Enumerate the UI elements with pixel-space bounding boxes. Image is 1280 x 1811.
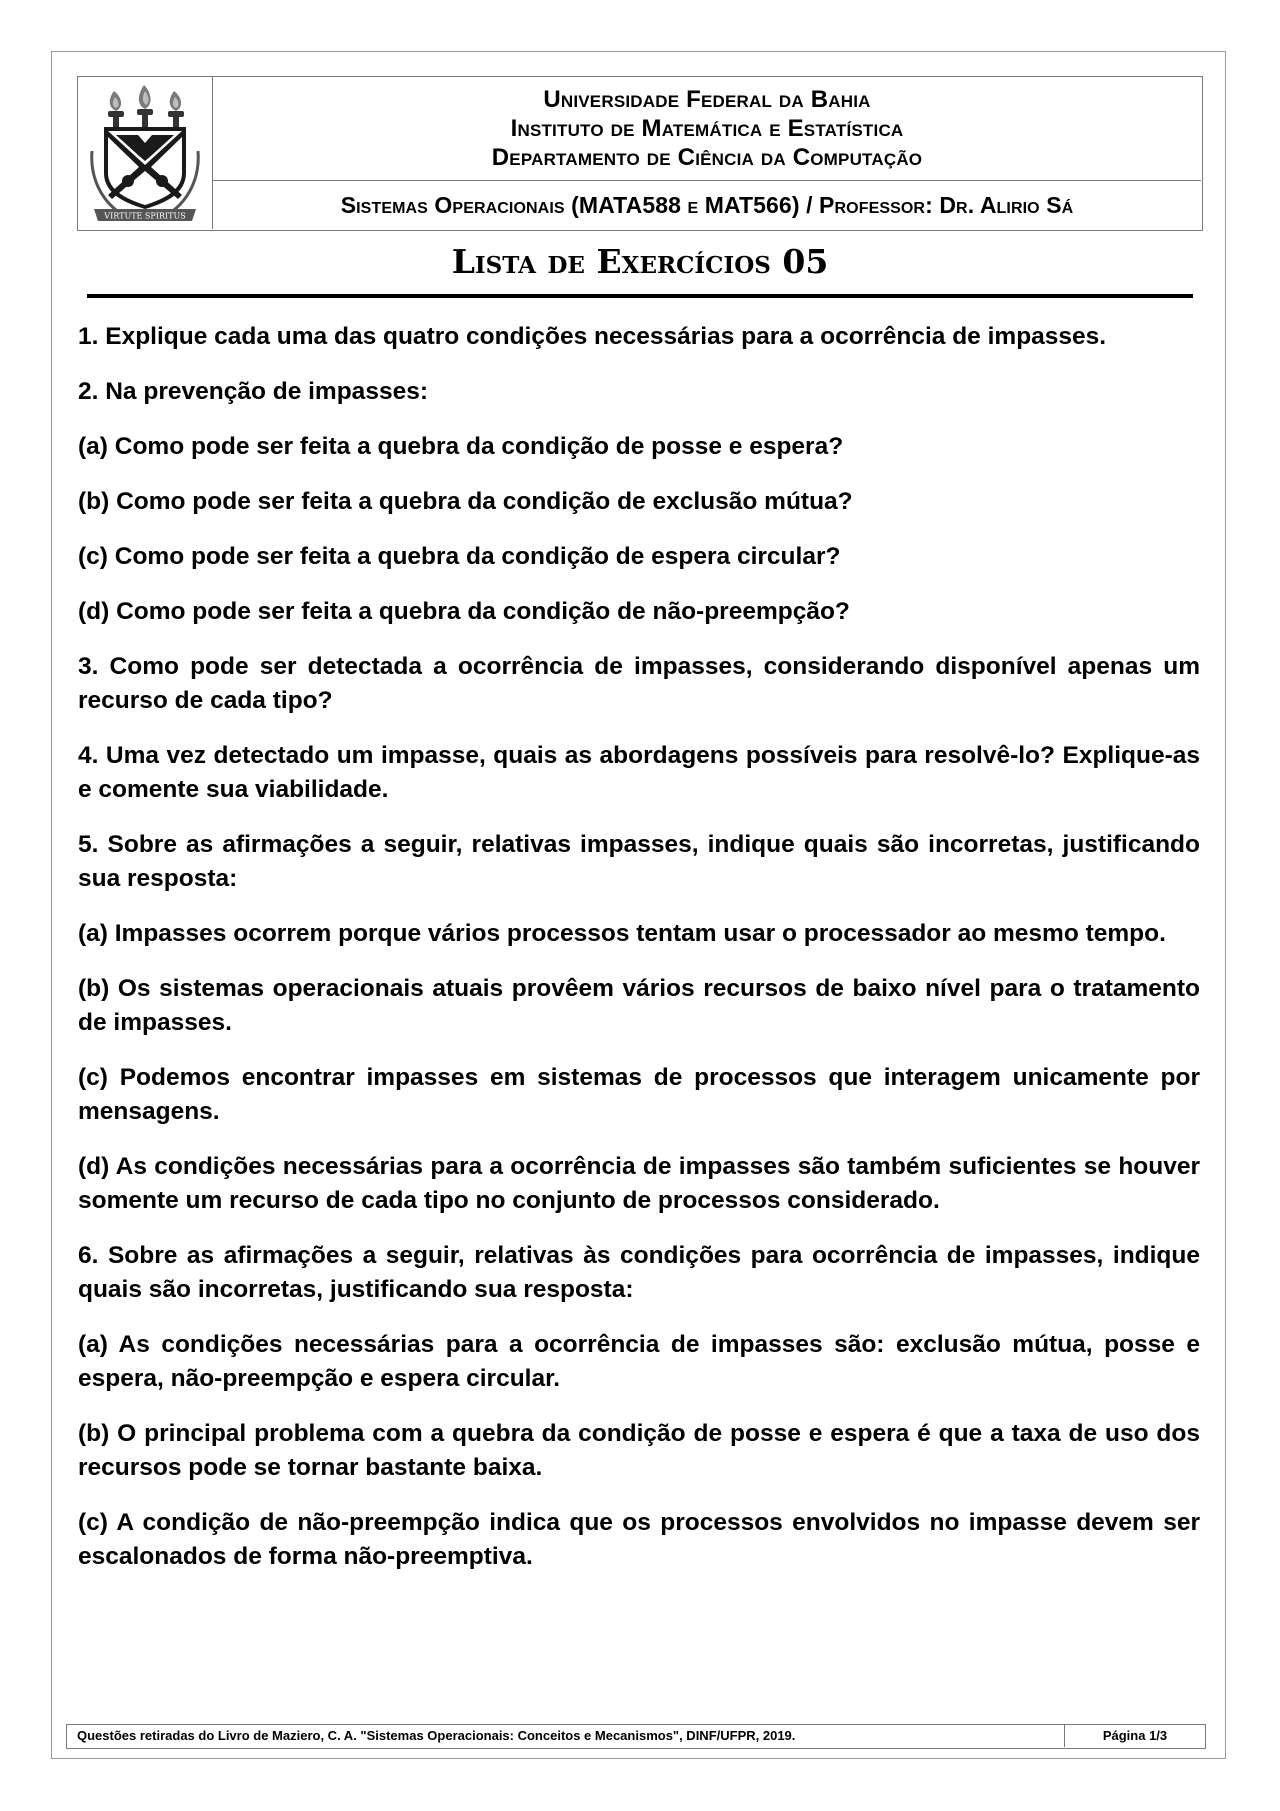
footer-reference: Questões retiradas do Livro de Maziero, C. A. "Sistemas Operacionais: Conceitos e Mecanismos", DINF/UFPR, 2019. xyxy=(77,1728,796,1743)
question-6a: (a) As condições necessárias para a ocorrência de impasses são: exclusão mútua, posse e espera, não-preempção e espera circular. xyxy=(78,1331,1200,1392)
logo-motto: VIRTUTE SPIRITUS xyxy=(104,211,186,221)
question-5d: (d) As condições necessárias para a ocorrência de impasses são também suficientes se houver somente um recurso de cada tipo no conjunto de processos considerado. xyxy=(78,1153,1200,1214)
question-5a: (a) Impasses ocorrem porque vários processos tentam usar o processador ao mesmo tempo. xyxy=(78,920,1166,947)
question-2: 2. Na prevenção de impasses: xyxy=(78,378,428,405)
ufba-logo-icon xyxy=(86,81,204,226)
university-name: Universidade Federal da Bahia xyxy=(543,86,871,113)
question-6: 6. Sobre as afirmações a seguir, relativas às condições para ocorrência de impasses, indique quais são incorretas, justificando sua resposta: xyxy=(78,1242,1200,1303)
page-number: Página 1/3 xyxy=(1064,1725,1205,1747)
logo-cell xyxy=(78,77,213,229)
question-6b: (b) O principal problema com a quebra da condição de posse e espera é que a taxa de uso dos recursos pode se tornar bastante baixa. xyxy=(78,1420,1200,1481)
title-divider xyxy=(87,294,1193,298)
question-2a: (a) Como pode ser feita a quebra da condição de posse e espera? xyxy=(78,433,844,460)
question-5b: (b) Os sistemas operacionais atuais provêem vários recursos de baixo nível para o tratamento de impasses. xyxy=(78,975,1200,1036)
course-info: Sistemas Operacionais (MATA588 e MAT566) / Professor: Dr. Alirio Sá xyxy=(340,192,1074,218)
question-3: 3. Como pode ser detectada a ocorrência de impasses, considerando disponível apenas um recurso de cada tipo? xyxy=(78,653,1200,714)
page-footer xyxy=(66,1724,1206,1749)
department-name: Departamento de Ciência da Computação xyxy=(491,144,923,171)
question-1: 1. Explique cada uma das quatro condições necessárias para a ocorrência de impasses. xyxy=(78,323,1107,350)
institution-cell xyxy=(213,77,1201,181)
question-5: 5. Sobre as afirmações a seguir, relativas impasses, indique quais são incorretas, justificando sua resposta: xyxy=(78,831,1200,892)
document-header xyxy=(77,76,1203,231)
institute-name: Instituto de Matemática e Estatística xyxy=(510,115,904,142)
question-2d: (d) Como pode ser feita a quebra da condição de não-preempção? xyxy=(78,598,850,625)
question-6c: (c) A condição de não-preempção indica que os processos envolvidos no impasse devem ser escalonados de forma não-preemptiva. xyxy=(78,1509,1200,1570)
question-2c: (c) Como pode ser feita a quebra da condição de espera circular? xyxy=(78,543,841,570)
page-title: Lista de Exercícios 05 xyxy=(451,242,829,281)
question-list xyxy=(78,320,1200,1595)
question-5c: (c) Podemos encontrar impasses em sistemas de processos que interagem unicamente por mensagens. xyxy=(78,1064,1200,1125)
question-2b: (b) Como pode ser feita a quebra da condição de exclusão mútua? xyxy=(78,488,853,515)
question-4: 4. Uma vez detectado um impasse, quais as abordagens possíveis para resolvê-lo? Explique-as e comente sua viabilidade. xyxy=(78,742,1200,803)
